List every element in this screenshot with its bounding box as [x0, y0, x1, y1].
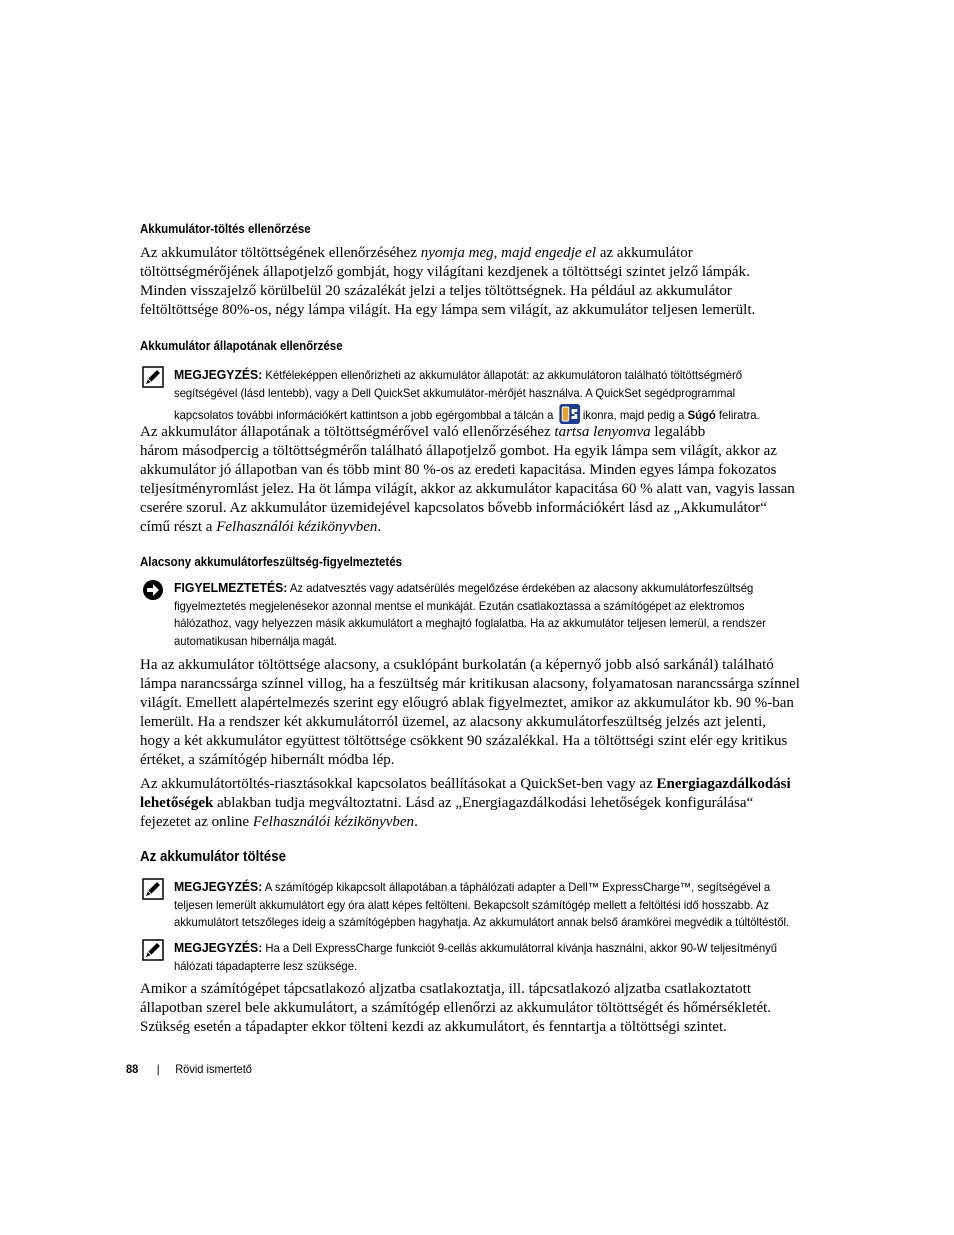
text-line: Az akkumulátor állapotának a töltöttségmérővel való ellenőrzéséhez tartsa lenyomva legalább	[140, 424, 706, 440]
text-line: töltöttségmérőjének állapotjelző gombját, hogy világítani kezdjenek a töltöttségi szintet jelző lámpák.	[140, 264, 750, 280]
text-line: című részt a Felhasználói kézikönyvben.	[140, 519, 382, 535]
pencil-note-icon	[142, 939, 164, 961]
pencil-note-icon	[142, 366, 164, 388]
paragraph-low-battery-1	[140, 656, 820, 770]
text-line: akkumulátor jó állapotban van és több mint 80 %-os az eredeti kapacitása. Minden egyes lámpa fokozatos	[140, 462, 777, 478]
text-line: fejezetet az online Felhasználói kézikönyvben.	[140, 814, 418, 830]
text-line: értéket, a számítógép hibernált módba lép.	[140, 752, 395, 768]
text-line: világít. Emellett alapértelmezés szerint egy előugró ablak figyelmeztet, amikor az akkumulátor kb. 90 %-ban	[140, 695, 794, 711]
text-line: feltöltöttsége 80%-os, négy lámpa világít. Ha egy lámpa sem világít, az akkumulátor teljesen lemerült.	[140, 302, 756, 318]
paragraph-charging	[140, 980, 820, 1037]
text-line: állapotban szerel bele akkumulátort, a számítógép ellenőrzi az akkumulátor töltöttségét és hőmérsékletét.	[140, 1000, 772, 1016]
text-line: lámpa narancssárga színnel villog, ha a feszültség már kritikusan alacsony, folyamatosan narancssárga színnel	[140, 676, 800, 692]
page: Akkumulátor-töltés ellenőrzése Az akkumulátor töltöttségének ellenőrzéséhez nyomja meg, majd engedje el az akkumulátor töltöttségmérőjének állapotjelző gombját, hogy világítani kezdjenek a töltöttségi szintet jelző lámpák. Minden visszajelző körülbelül 20 százalékát jelzi a teljes töltöttségnek. Ha például az akkumulátor feltöltöttsége 80%-os, négy lámpa világít. Ha egy lámpa sem világít, az akkumulátor teljesen lemerült. Akkumulátor állapotának ellenőrzése MEGJEGYZÉS: Kétféleképpen ellenőrizheti az akkumulátor állapotát: az akkumulátoron található töltöttségmérő segítségével (lásd lentebb), vagy a Dell QuickSet akkumulátor-mérőjét használva. A QuickSet segédprogrammal kapcsolatos további információkért kattintson a jobb egérgombbal a tálcán a ikonra, majd pedig a Súgó feliratra. Az akkumulátor állapotának a töltöttségmérővel való ellenőrzéséhez tartsa lenyomva legalább három másodpercig a töltöttségmérőn található állapotjelző gombot. Ha egyik lámpa sem világít, akkor az akkumulátor jó állapotban van és több mint 80 %-os az eredeti kapacitása. Minden egyes lámpa fokozatos teljesítményromlást jelez. Ha öt lámpa világít, akkor az akkumulátor kapacitása 60 % alatt van, vagyis lassan cserére szorul. Az akkumulátor üzemidejével kapcsolatos bővebb információkért lásd az „Akkumulátor“ című részt a Felhasználói kézikönyvben. Alacsony akkumulátorfeszültség-figyelmeztetés FIGYELMEZTETÉS: Az adatvesztés vagy adatsérülés megelőzése érdekében az alacsony akkumulátorfeszültség figyelmeztetés megjelenésekor azonnal mentse el munkáját. Ezután csatlakoztassa a számítógépet az elektromos hálózathoz, vagy helyezzen másik akkumulátort a meghajtó foglalatba. Ha az akkumulátor teljesen lemerül, a rendszer automatikusan hibernálja magát. Ha az akkumulátor töltöttsége alacsony, a csuklópánt burkolatán (a képernyő jobb alsó sarkánál) található lámpa narancssárga színnel villog, ha a feszültség már kritikusan alacsony, folyamatosan narancssárga színnel világít. Emellett alapértelmezés szerint egy előugró ablak figyelmeztet, amikor az akkumulátor kb. 90 %-ban lemerült. Ha a rendszer két akkumulátorról üzemel, az alacsony akkumulátorfeszültség jelzés azt jelenti, hogy a két akkumulátor együttest töltöttsége csökkent 90 százalékkal. Ha a töltöttségi szint elér egy kritikus értéket, a számítógép hibernált módba lép. Az akkumulátortöltés-riasztásokkal kapcsolatos beállításokat a QuickSet-ben vagy az Energiagazdálkodási lehetőségek ablakban tudja megváltoztatni. Lásd az „Energiagazdálkodási lehetőségek konfigurálása“ fejezetet az online Felhasználói kézikönyvben. Az akkumulátor töltése MEGJEGYZÉS: A számítógép kikapcsolt állapotában a táphálózati adapter a Dell™ ExpressCharge™, segítségével a teljesen lemerült akkumulátort egy óra alatt képes feltölteni. Bekapcsolt számítógép mellett a feltöltési idő hosszabb. Az akkumulátort tetszőleges ideig a számítógépben hagyhatja. Az akkumulátort annak belső áramkörei megvédik a túltöltéstől. MEGJEGYZÉS: Ha a Dell ExpressCharge funkciót 9-cellás akkumulátorral kívánja használni, akkor 90-W teljesítményű hálózati tápadapterre lesz szüksége. Amikor a számítógépet tápcsatlakozó aljzatba csatlakoztatja, ill. tápcsatlakozó aljzatba csatlakoztatott állapotban szerel bele akkumulátort, a számítógép ellenőrzi az akkumulátor töltöttségét és hőmérsékletét. Szükség esetén a tápadapter ekkor tölteni kezdi az akkumulátort, és fenntartja a töltöttségi szintet. 88 | Rövid ismertető	[0, 0, 954, 1235]
footer-section-title: Rövid ismertető	[175, 1062, 252, 1076]
text-line: teljesítményromlást jelez. Ha öt lámpa világít, akkor az akkumulátor kapacitása 60 % alatt van, vagyis lassan	[140, 481, 795, 497]
note-label: MEGJEGYZÉS:	[174, 940, 263, 955]
notice-arrow-icon	[142, 579, 164, 601]
page-number: 88	[126, 1062, 139, 1076]
heading-health-check: Akkumulátor állapotának ellenőrzése	[140, 339, 343, 353]
text-line: Minden visszajelző körülbelül 20 százalékát jelzi a teljes töltöttségnek. Ha például az akkumulátor	[140, 283, 732, 299]
text-line: hogy a két akkumulátor együttest töltöttsége csökkent 90 százalékkal. Ha a töltöttségi szint elér egy kritikus	[140, 733, 788, 749]
heading-charge-check: Akkumulátor-töltés ellenőrzése	[140, 222, 311, 236]
note-label: MEGJEGYZÉS:	[174, 879, 263, 894]
text-line: három másodpercig a töltöttségmérőn található állapotjelző gombot. Ha egyik lámpa sem világít, akkor az	[140, 443, 777, 459]
footer-separator: |	[156, 1062, 160, 1076]
note-label: MEGJEGYZÉS:	[174, 367, 263, 382]
paragraph-low-battery-2	[140, 775, 820, 832]
notice-label: FIGYELMEZTETÉS:	[174, 580, 288, 595]
heading-low-battery: Alacsony akkumulátorfeszültség-figyelmeztetés	[140, 555, 403, 569]
text-line: lehetőségek ablakban tudja megváltoztatni. Lásd az „Energiagazdálkodási lehetőségek konfigurálása“	[140, 795, 754, 811]
heading-charging: Az akkumulátor töltése	[140, 849, 287, 865]
paragraph-charge-check	[140, 244, 820, 320]
page-footer	[126, 1062, 252, 1076]
text-line: cserére szorul. Az akkumulátor üzemidejével kapcsolatos bővebb információkért lásd az „Akkumulátor“	[140, 500, 767, 516]
paragraph-health-check	[140, 423, 820, 537]
text-line: Szükség esetén a tápadapter ekkor tölteni kezdi az akkumulátort, és fenntartja a töltöttségi szintet.	[140, 1019, 727, 1035]
pencil-note-icon	[142, 878, 164, 900]
text-line: Amikor a számítógépet tápcsatlakozó aljzatba csatlakoztatja, ill. tápcsatlakozó aljzatba csatlakoztatott	[140, 981, 751, 997]
text-line: Az akkumulátortöltés-riasztásokkal kapcsolatos beállításokat a QuickSet-ben vagy az Energiagazdálkodási	[140, 776, 791, 792]
text-line: Ha az akkumulátor töltöttsége alacsony, a csuklópánt burkolatán (a képernyő jobb alsó sarkánál) található	[140, 657, 774, 673]
text-line: Az akkumulátor töltöttségének ellenőrzéséhez nyomja meg, majd engedje el az akkumulátor	[140, 245, 693, 261]
text-line: lemerült. Ha a rendszer két akkumulátorról üzemel, az alacsony akkumulátorfeszültség jelzés azt jelenti,	[140, 714, 766, 730]
